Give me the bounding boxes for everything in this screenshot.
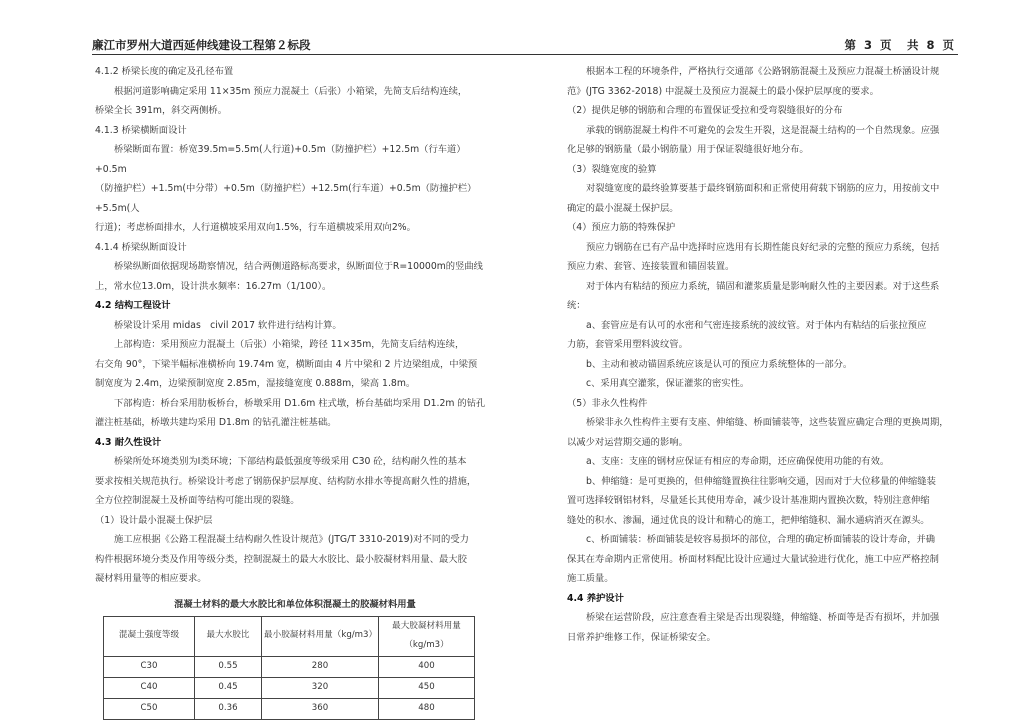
table-cell: 320: [262, 677, 379, 698]
paragraph: 下部构造：桥台采用肋板桥台，桥墩采用 D1.6m 柱式墩，桥台基础均采用 D1.2m 的钻孔: [114, 397, 486, 409]
paragraph: 日常养护维修工作，保证桥梁安全。: [567, 631, 716, 643]
list-item: b、主动和被动锚固系统应该是认可的预应力系统整体的一部分。: [586, 358, 853, 370]
subsection-heading: （5）非永久性构件: [567, 397, 648, 409]
section-heading-4-1-3: 4.1.3 桥梁横断面设计: [95, 124, 187, 136]
table-cell: 360: [262, 698, 379, 719]
project-title: 廉江市罗州大道西延伸线建设工程第２标段: [92, 38, 311, 52]
paragraph: 构件根据环境分类及作用等级分类，控制混凝土的最大水胶比、最小胶凝材料用量、最大胶: [95, 553, 467, 565]
page-indicator: 第 3 页 共 8 页: [844, 38, 956, 52]
table-cell: 0.36: [195, 698, 262, 719]
subsection-heading: （2）提供足够的钢筋和合理的布置保证受拉和受弯裂缝很好的分布: [567, 105, 843, 116]
paragraph: 对裂缝宽度的最终验算要基于最终钢筋面积和正常使用荷载下钢筋的应力，用按前文中: [586, 183, 940, 194]
paragraph: 力筋，套管采用塑料波纹管。: [567, 339, 688, 350]
paragraph: 以减少对运营期交通的影响。: [567, 436, 688, 448]
paragraph: 桥梁所处环境类别为Ⅰ类环境；下部结构最低强度等级采用 C30 砼，结构耐久性的基本: [114, 456, 467, 467]
paragraph: 置可选择较钢铝材料，尽量延长其使用寿命，减少设计基准期内置换次数，特别注意伸缩: [567, 495, 930, 506]
paragraph: 桥梁纵断面依据现场勘察情况，结合两侧道路标高要求，纵断面位于R=10000m的竖曲线: [114, 261, 483, 272]
paragraph: 保其在寿命期内正常使用。桥面材料配比设计应通过大量试验进行优化，施工中应严格控制: [567, 553, 939, 565]
right-column: [567, 62, 954, 647]
list-item: c、桥面铺装：桥面铺装是较容易损坏的部位，合理的确定桥面铺装的设计寿命，并确: [586, 534, 936, 545]
paragraph: 统：: [567, 300, 586, 311]
paragraph: 预应力钢筋在已有产品中选择时应选用有长期性能良好纪录的完整的预应力系统，包括: [586, 241, 940, 253]
table-header-cell: 最大水胶比: [195, 616, 262, 656]
paragraph: 缝处的积水、渗漏，通过优良的设计和精心的施工，把伸缩缝积、漏水通病消灭在源头。: [567, 514, 930, 526]
paragraph: 根据河道影响确定采用 11×35m 预应力混凝土（后张）小箱梁，先简支后结构连续，: [114, 85, 468, 97]
paragraph: 桥梁非永久性构件主要有支座、伸缩缝、桥面铺装等，这些装置应确定合理的更换周期，: [586, 417, 949, 428]
paragraph: 施工应根据《公路工程混凝土结构耐久性设计规范》(JTG/T 3310-2019)对不同的受力: [114, 534, 469, 545]
list-item: a、套管应是有认可的水密和气密连接系统的波纹管。对于体内有粘结的后张拉预应: [586, 319, 927, 331]
table-cell: C50: [104, 698, 195, 719]
list-item: b、伸缩缝：是可更换的，但伸缩缝置换往往影响交通，因而对于大位移量的伸缩缝装: [586, 475, 936, 487]
table-header-cell: 最小胶凝材料用量（kg/m3）: [262, 616, 379, 656]
paragraph: 上，常水位13.0m，设计洪水频率：16.27m（1/100）。: [95, 280, 332, 292]
paragraph: 范》(JTG 3362-2018) 中混凝土及预应力混凝土的最小保护层厚度的要求。: [567, 85, 879, 97]
list-item: a、支座：支座的钢材应保证有相应的寿命期，还应确保使用功能的有效。: [586, 456, 890, 467]
paragraph: 行道)；考虑桥面排水，人行道横坡采用双向1.5%，行车道横坡采用双向2%。: [95, 222, 416, 233]
table-caption: 混凝土材料的最大水胶比和单位体积混凝土的胶凝材料用量: [174, 598, 416, 610]
concrete-materials-table: [103, 616, 475, 720]
paragraph: 全方位控制混凝土及桥面等结构可能出现的裂缝。: [95, 495, 300, 506]
section-heading-4-4: 4.4 养护设计: [567, 592, 624, 604]
table-header-row: [104, 616, 475, 656]
table-cell: C30: [104, 656, 195, 677]
paragraph: 凝材料用量等的相应要求。: [95, 573, 207, 584]
paragraph: 制宽度为 2.4m，边梁预制宽度 2.85m，湿接缝宽度 0.888m，梁高 1.8m。: [95, 378, 416, 389]
table-cell: 400: [379, 656, 475, 677]
table-cell: 0.45: [195, 677, 262, 698]
paragraph: 上部构造：采用预应力混凝土（后张）小箱梁，跨径 11×35m，先简支后结构连续，: [114, 339, 465, 350]
paragraph: 对于体内有粘结的预应力系统，锚固和灌浆质量是影响耐久性的主要因素。对于这些系: [586, 280, 940, 292]
table-cell: 450: [379, 677, 475, 698]
page-header: [92, 36, 958, 55]
subsection-heading: （4）预应力筋的特殊保护: [567, 222, 676, 233]
table-cell: 280: [262, 656, 379, 677]
subsection-heading: （3）裂缝宽度的验算: [567, 163, 657, 175]
table-row: [104, 698, 475, 719]
paragraph: 预应力索、套管、连接装置和锚固装置。: [567, 261, 735, 272]
section-heading-4-2: 4.2 结构工程设计: [95, 300, 171, 311]
table-header-cell: 混凝土强度等级: [104, 616, 195, 656]
paragraph: 根据本工程的环境条件，严格执行交通部《公路钢筋混凝土及预应力混凝土桥涵设计规: [586, 66, 940, 77]
table-cell: 480: [379, 698, 475, 719]
paragraph: 要求按相关规范执行。桥梁设计考虑了钢筋保护层厚度、结构防水排水等提高耐久性的措施，: [95, 475, 477, 487]
list-item: c、采用真空灌浆，保证灌浆的密实性。: [586, 378, 750, 389]
table-row: [104, 677, 475, 698]
table-row: [104, 656, 475, 677]
paragraph: 确定的最小混凝土保护层。: [567, 202, 679, 214]
paragraph: 桥梁在运营阶段，应注意查看主梁是否出现裂缝，伸缩缝、桥面等是否有损坏，并加强: [586, 612, 940, 623]
section-heading-4-1-2: 4.1.2 桥梁长度的确定及孔径布置: [95, 66, 234, 77]
subsection-heading: （1）设计最小混凝土保护层: [95, 514, 213, 526]
paragraph: 灌注桩基础，桥墩共建均采用 D1.8m 的钻孔灌注桩基础。: [95, 417, 337, 428]
paragraph: 化足够的钢筋量（最小钢筋量）用于保证裂缝很好地分布。: [567, 144, 809, 155]
table-cell: C40: [104, 677, 195, 698]
section-heading-4-1-4: 4.1.4 桥梁纵断面设计: [95, 241, 187, 253]
paragraph: 右交角 90°，下梁半幅标准横桥向 19.74m 宽，横断面由 4 片中梁和 2 片边梁组成，中梁预: [95, 358, 478, 370]
left-column: [95, 62, 495, 720]
section-heading-4-3: 4.3 耐久性设计: [95, 436, 162, 448]
paragraph: 桥梁全长 391m，斜交两侧桥。: [95, 105, 228, 116]
paragraph: （防撞护栏）+1.5m(中分带）+0.5m（防撞护栏）+12.5m(行车道）+0.5m（防撞护栏）+5.5m(人: [95, 183, 477, 214]
table-header-cell: 最大胶凝材料用量（kg/m3）: [379, 616, 475, 656]
paragraph: 施工质量。: [567, 573, 614, 584]
paragraph: 承载的钢筋混凝土构件不可避免的会发生开裂，这是混凝土结构的一个自然现象。应强: [586, 124, 940, 136]
paragraph: 桥梁断面布置：桥宽39.5m=5.5m(人行道)+0.5m（防撞护栏）+12.5m（行车道）+0.5m: [95, 144, 466, 175]
paragraph: 桥梁设计采用 midas civil 2017 软件进行结构计算。: [114, 319, 342, 331]
table-cell: 0.55: [195, 656, 262, 677]
